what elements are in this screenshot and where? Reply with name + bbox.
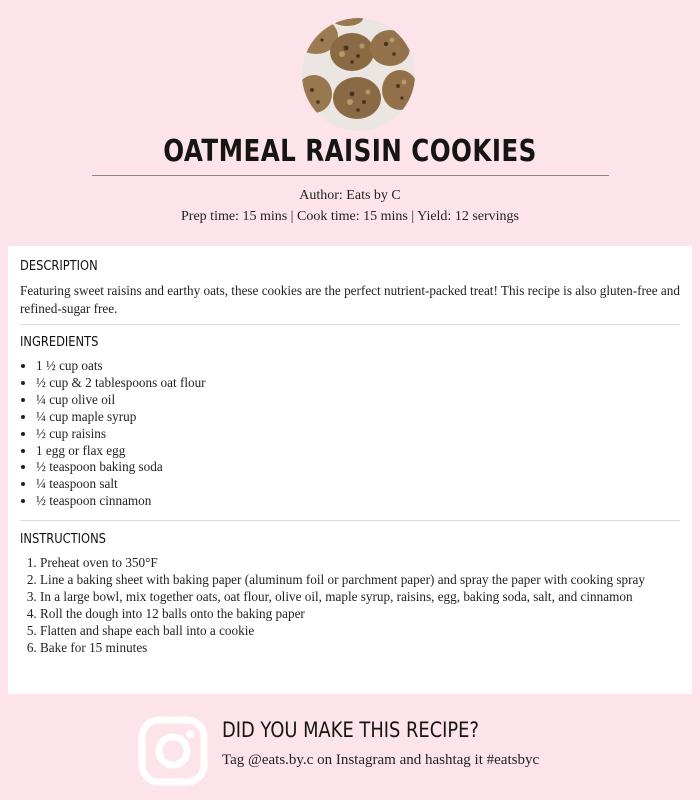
description-text: Featuring sweet raisins and earthy oats, these cookies are the perfect nutrient-packed treat! This recipe is also gluten-free and refined-sugar free. [20,283,680,316]
ingredients-heading: INGREDIENTS [20,334,99,350]
instruction-step: 1. Preheat oven to 350°F [40,555,670,572]
ingredient-item: • ¼ cup maple syrup [36,409,206,426]
ingredient-item: • ¼ cup olive oil [36,392,206,409]
instructions-list [40,555,670,656]
cta-title: DID YOU MAKE THIS RECIPE? [222,718,479,742]
instruction-step: 6. Bake for 15 minutes [40,640,670,657]
cookie-photo [302,18,415,131]
instruction-step: 3. In a large bowl, mix together oats, oat flour, olive oil, maple syrup, raisins, egg, baking soda, salt, and cinnamon [40,589,670,606]
instagram-icon [138,716,208,786]
ingredient-item: • ½ cup & 2 tablespoons oat flour [36,375,206,392]
section-divider [20,520,680,521]
instruction-step: 4. Roll the dough into 12 balls onto the baking paper [40,606,670,623]
times-line: Prep time: 15 mins | Cook time: 15 mins | Yield: 12 servings [181,209,519,224]
description-heading: DESCRIPTION [20,258,98,274]
ingredient-item: • 1 ½ cup oats [36,358,206,375]
instruction-step: 5. Flatten and shape each ball into a cookie [40,623,670,640]
cta-text: Tag @eats.by.c on Instagram and hashtag it #eatsbyc [222,752,540,768]
section-divider [20,324,680,325]
ingredient-item: • ½ cup raisins [36,426,206,443]
recipe-card [8,246,692,694]
ingredient-item: • 1 egg or flax egg [36,443,206,460]
ingredient-item: • ½ teaspoon baking soda [36,459,206,476]
ingredients-list [36,358,206,510]
ingredient-item: • ½ teaspoon cinnamon [36,493,206,510]
instruction-step: 2. Line a baking sheet with baking paper (aluminum foil or parchment paper) and spray the paper with cooking spray [40,572,670,589]
title-divider [92,175,609,176]
author-line: Author: Eats by C [299,188,401,203]
recipe-title: OATMEAL RAISIN COOKIES [163,134,537,169]
ingredient-item: • ¼ teaspoon salt [36,476,206,493]
instructions-heading: INSTRUCTIONS [20,531,106,547]
